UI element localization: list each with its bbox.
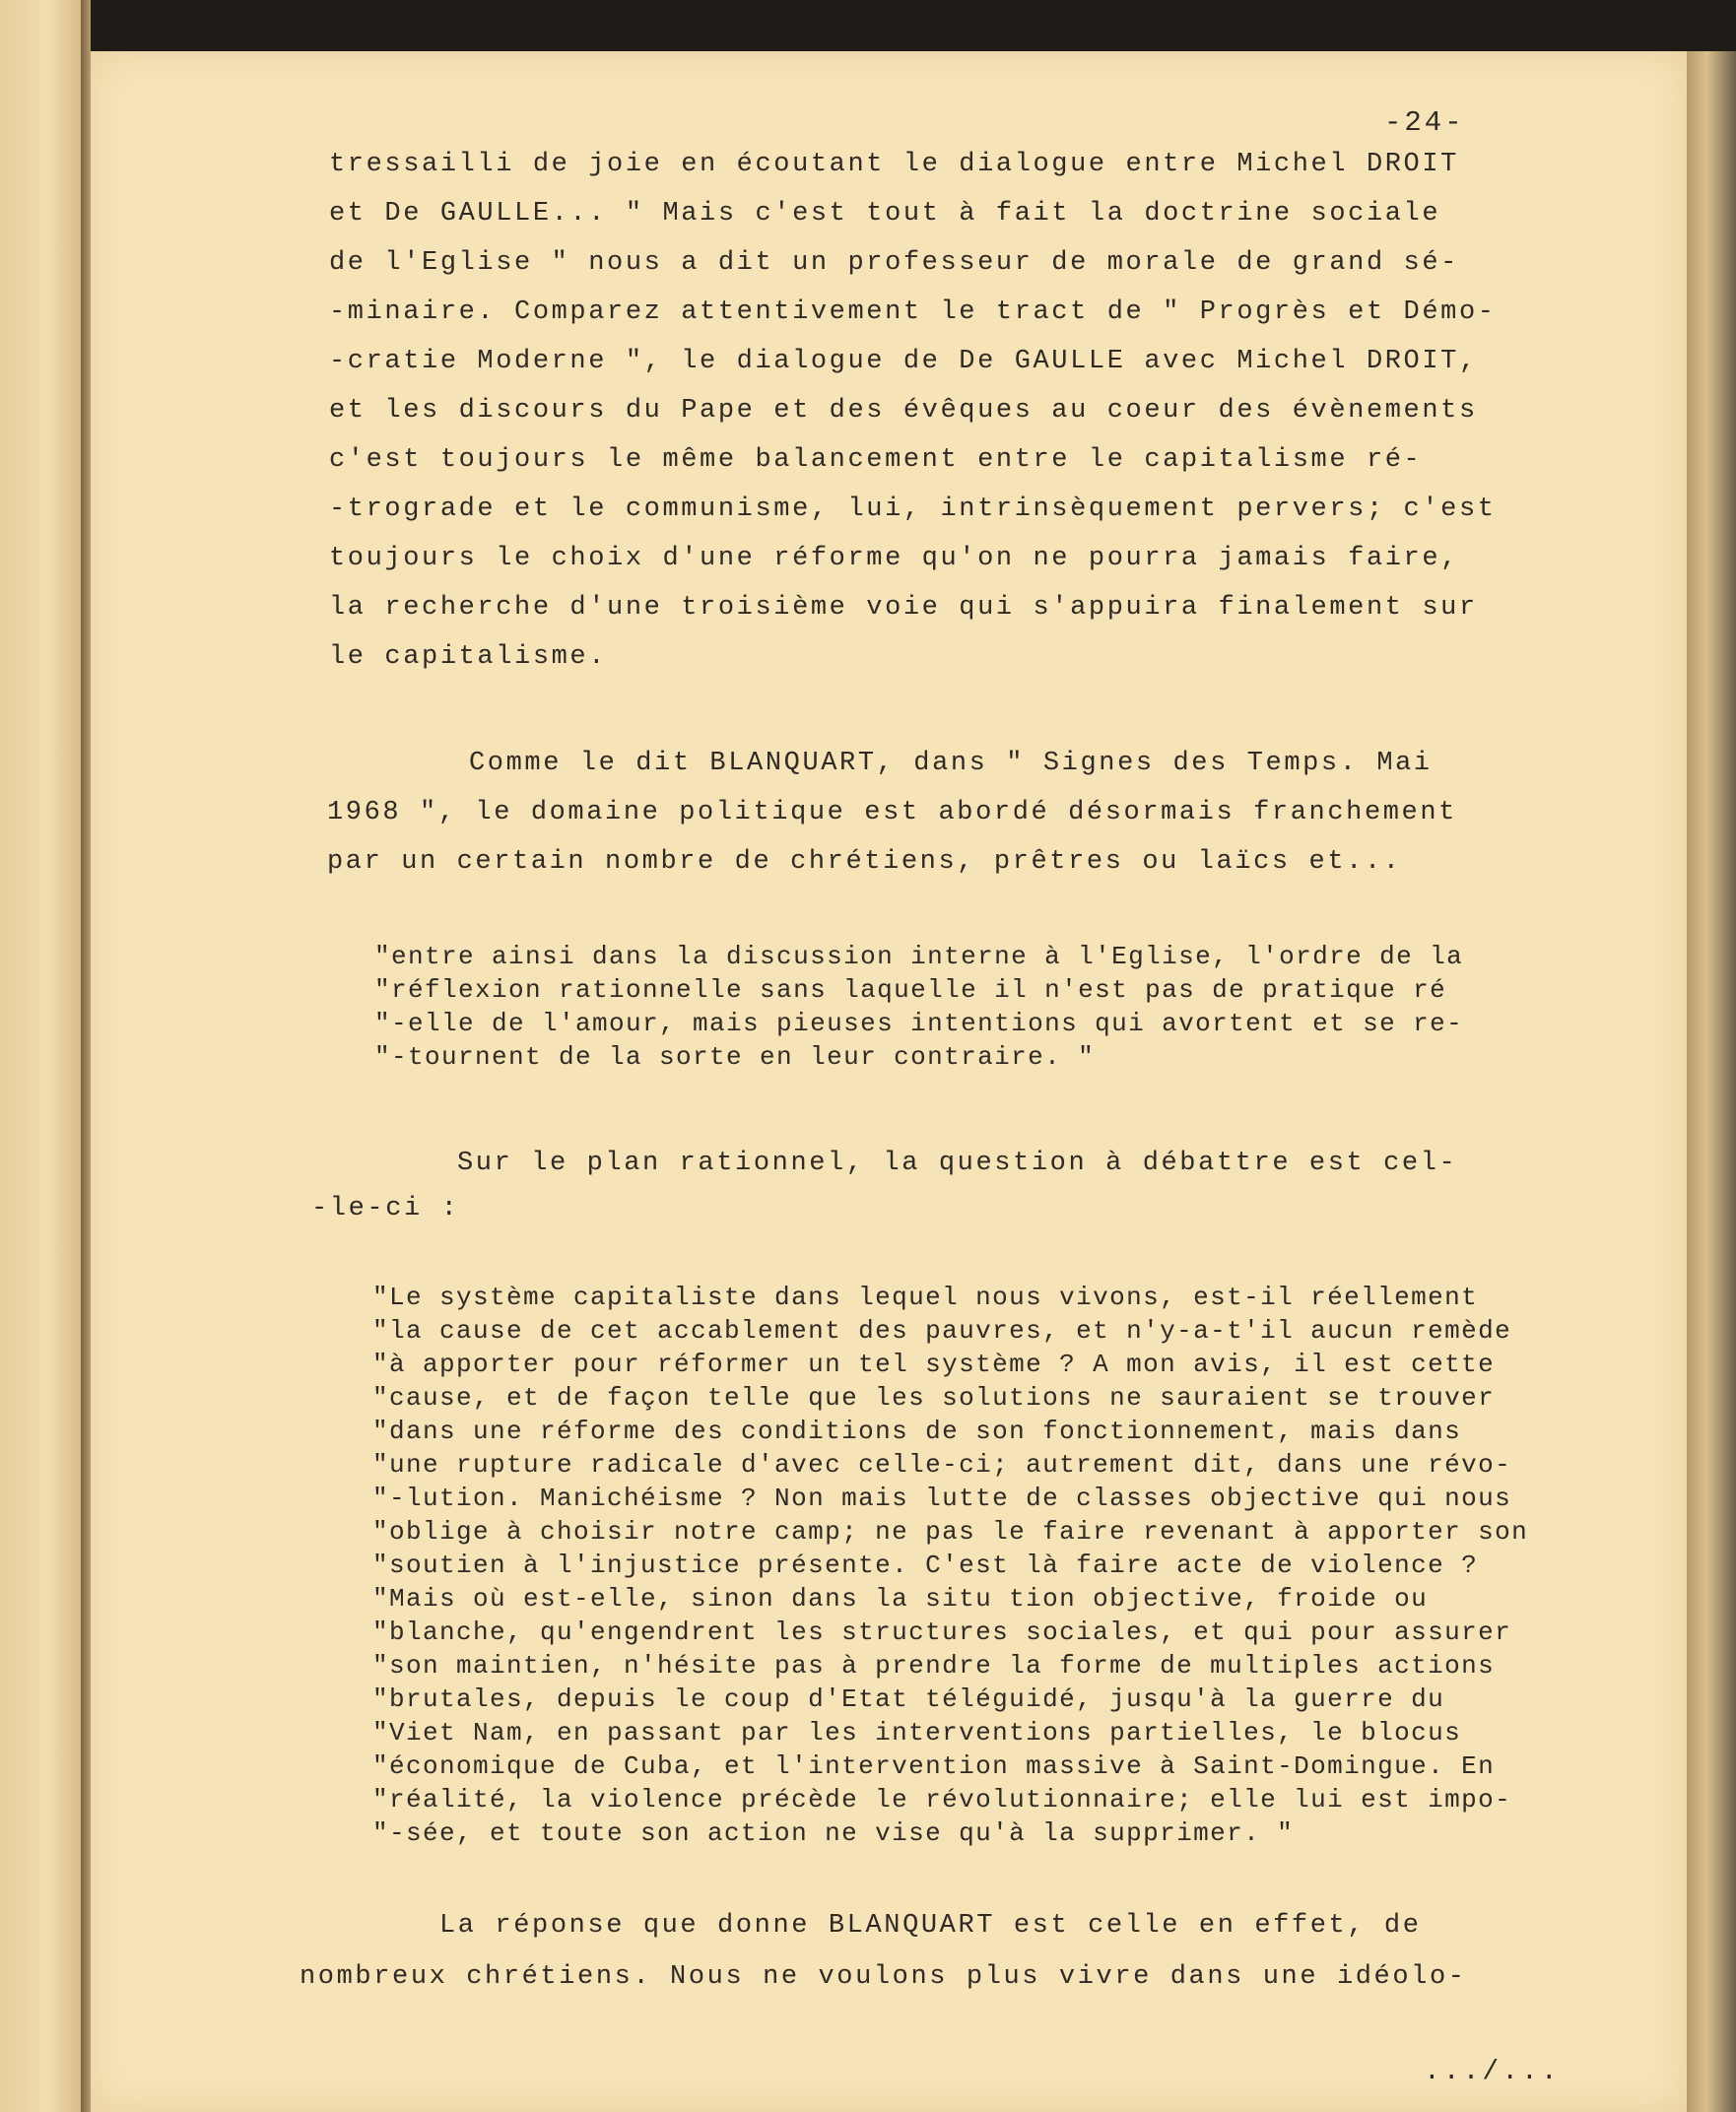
text-line: par un certain nombre de chrétiens, prêtres ou laïcs et... [327,847,1402,877]
text-line: c'est toujours le même balancement entre le capitalisme ré- [329,445,1423,475]
text-line: nombreux chrétiens. Nous ne voulons plus vivre dans une idéolo- [300,1962,1467,1992]
text-line: tressailli de joie en écoutant le dialogue entre Michel DROIT [329,150,1459,179]
text-line: -cratie Moderne ", le dialogue de De GAULLE avec Michel DROIT, [329,347,1478,376]
quote-line: "dans une réforme des conditions de son fonctionnement, mais dans [372,1417,1462,1446]
text-line: -minaire. Comparez attentivement le tract de " Progrès et Démo- [329,297,1497,327]
quote-line: "Viet Nam, en passant par les interventions partielles, le blocus [372,1718,1462,1748]
scan-background [91,0,1736,51]
quote-line: "-lution. Manichéisme ? Non mais lutte de classes objective qui nous [372,1484,1512,1513]
quote-line: "brutales, depuis le coup d'Etat téléguidé, jusqu'à la guerre du [372,1684,1445,1714]
quote-line: "cause, et de façon telle que les solutions ne sauraient se trouver [372,1383,1496,1413]
quote-line: "son maintien, n'hésite pas à prendre la forme de multiples actions [372,1651,1496,1681]
quote-line: "économique de Cuba, et l'intervention massive à Saint-Domingue. En [372,1751,1496,1781]
quote-line: "à apporter pour réformer un tel système ? A mon avis, il est cette [372,1350,1496,1379]
quote-line: "entre ainsi dans la discussion interne à l'Eglise, l'ordre de la [374,942,1464,971]
quote-line: "Mais où est-elle, sinon dans la situ tion objective, froide ou [372,1584,1429,1614]
quote-line: "soutien à l'injustice présente. C'est là faire acte de violence ? [372,1551,1479,1580]
quote-line: "-tournent de la sorte en leur contraire. " [374,1042,1096,1072]
book-gutter [81,0,91,2112]
text-line: La réponse que donne BLANQUART est celle en effet, de [439,1911,1422,1941]
text-line: 1968 ", le domaine politique est abordé désormais franchement [327,798,1457,827]
text-line: Sur le plan rationnel, la question à débattre est cel- [457,1149,1458,1178]
continuation-mark: .../... [1424,2057,1561,2087]
text-line: la recherche d'une troisième voie qui s'appuira finalement sur [329,593,1478,623]
quote-line: "blanche, qu'engendrent les structures sociales, et qui pour assurer [372,1617,1512,1647]
quote-line: "Le système capitaliste dans lequel nous vivons, est-il réellement [372,1283,1479,1312]
left-page-edge [0,0,81,2112]
quote-line: "réflexion rationnelle sans laquelle il n'est pas de pratique ré [374,975,1447,1005]
text-line: Comme le dit BLANQUART, dans " Signes des Temps. Mai [469,749,1433,778]
quote-line: "-elle de l'amour, mais pieuses intentions qui avortent et se re- [374,1009,1464,1038]
quote-line: "-sée, et toute son action ne vise qu'à la supprimer. " [372,1818,1295,1848]
quote-line: "oblige à choisir notre camp; ne pas le faire revenant à apporter son [372,1517,1529,1547]
quote-line: "une rupture radicale d'avec celle-ci; autrement dit, dans une révo- [372,1450,1512,1480]
page-number: -24- [1384,106,1465,139]
text-line: -trograde et le communisme, lui, intrinsèquement pervers; c'est [329,495,1497,524]
text-line: et De GAULLE... " Mais c'est tout à fait la doctrine sociale [329,199,1441,229]
text-line: le capitalisme. [329,642,608,672]
text-line: de l'Eglise " nous a dit un professeur de morale de grand sé- [329,248,1459,278]
text-line: -le-ci : [311,1194,460,1223]
page-stack-edge [1687,51,1736,2112]
text-line: et les discours du Pape et des évêques au coeur des évènements [329,396,1478,426]
text-line: toujours le choix d'une réforme qu'on ne pourra jamais faire, [329,544,1459,573]
quote-line: "réalité, la violence précède le révolutionnaire; elle lui est impo- [372,1785,1512,1815]
quote-line: "la cause de cet accablement des pauvres, et n'y-a-t'il aucun remède [372,1316,1512,1346]
